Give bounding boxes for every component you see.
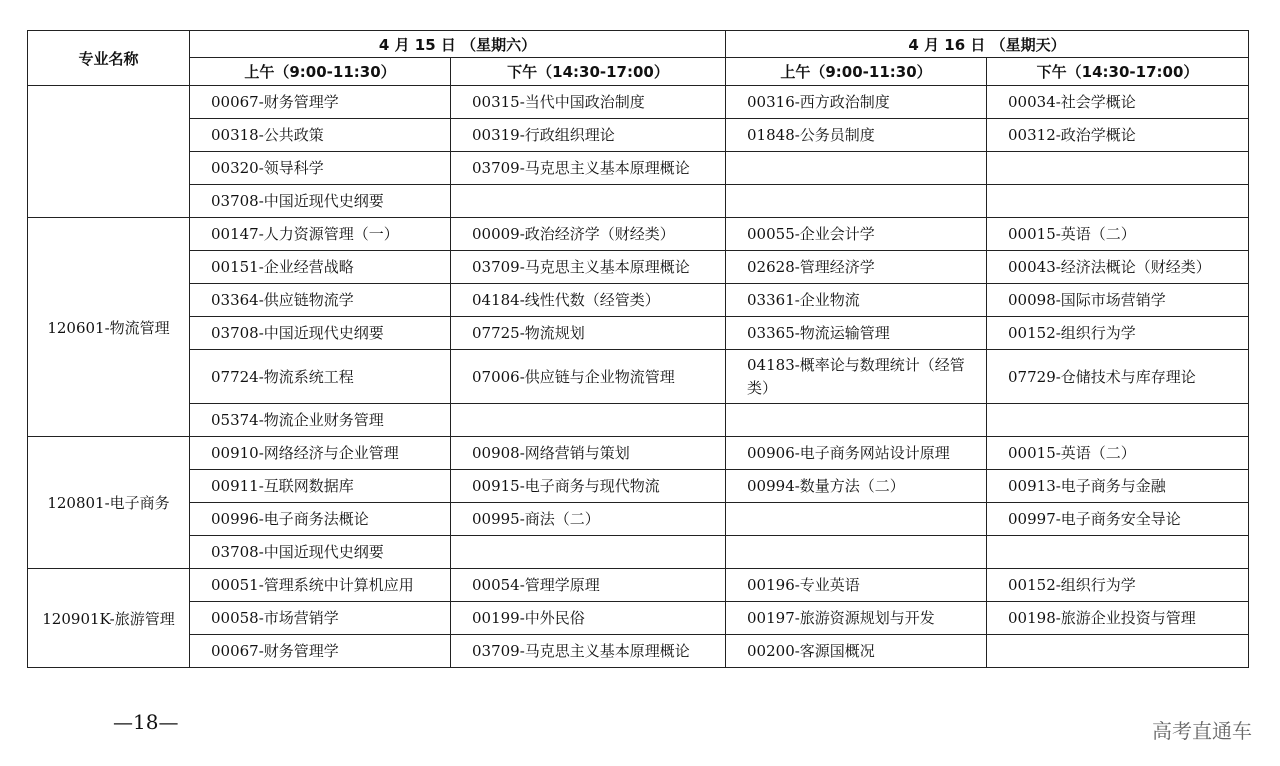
major-cell: 120801-电子商务 [28, 437, 190, 569]
course-cell: 00015-英语（二） [987, 218, 1249, 251]
page-number: —18— [113, 710, 179, 734]
course-cell: 03708-中国近现代史纲要 [190, 317, 451, 350]
course-cell: 05374-物流企业财务管理 [190, 404, 451, 437]
course-cell: 00067-财务管理学 [190, 635, 451, 668]
course-cell [987, 635, 1249, 668]
table-row [28, 185, 1249, 218]
day2-header: 4 月 16 日 （星期天） [726, 31, 1249, 58]
course-cell [726, 185, 987, 218]
course-cell: 00051-管理系统中计算机应用 [190, 569, 451, 602]
day2-pm-header: 下午（14:30-17:00） [987, 58, 1249, 86]
course-cell [987, 404, 1249, 437]
table-row [28, 86, 1249, 119]
table-row [28, 119, 1249, 152]
course-cell: 04183-概率论与数理统计（经管类） [726, 350, 987, 404]
course-cell: 00910-网络经济与企业管理 [190, 437, 451, 470]
course-cell: 00034-社会学概论 [987, 86, 1249, 119]
table-row [28, 350, 1249, 404]
watermark: 高考直通车 [1152, 719, 1252, 743]
day2-am-header: 上午（9:00-11:30） [726, 58, 987, 86]
exam-schedule-table [27, 30, 1249, 668]
course-cell: 00151-企业经营战略 [190, 251, 451, 284]
course-cell: 00915-电子商务与现代物流 [451, 470, 726, 503]
course-cell: 00318-公共政策 [190, 119, 451, 152]
course-cell: 00200-客源国概况 [726, 635, 987, 668]
course-cell: 02628-管理经济学 [726, 251, 987, 284]
course-cell: 03709-马克思主义基本原理概论 [451, 152, 726, 185]
table-row [28, 152, 1249, 185]
course-cell: 00913-电子商务与金融 [987, 470, 1249, 503]
course-cell: 00996-电子商务法概论 [190, 503, 451, 536]
course-cell: 00147-人力资源管理（一） [190, 218, 451, 251]
course-cell: 07724-物流系统工程 [190, 350, 451, 404]
course-cell: 00055-企业会计学 [726, 218, 987, 251]
table-row [28, 503, 1249, 536]
course-cell: 03708-中国近现代史纲要 [190, 536, 451, 569]
course-cell: 04184-线性代数（经管类） [451, 284, 726, 317]
course-cell: 00198-旅游企业投资与管理 [987, 602, 1249, 635]
course-cell [726, 503, 987, 536]
course-cell [451, 536, 726, 569]
course-cell: 07006-供应链与企业物流管理 [451, 350, 726, 404]
table-row [28, 404, 1249, 437]
course-cell [987, 185, 1249, 218]
table-row [28, 635, 1249, 668]
course-cell: 00015-英语（二） [987, 437, 1249, 470]
major-cell [28, 86, 190, 218]
course-cell: 00908-网络营销与策划 [451, 437, 726, 470]
day1-pm-header: 下午（14:30-17:00） [451, 58, 726, 86]
course-cell: 03364-供应链物流学 [190, 284, 451, 317]
course-cell: 03361-企业物流 [726, 284, 987, 317]
course-cell [987, 536, 1249, 569]
course-cell: 03708-中国近现代史纲要 [190, 185, 451, 218]
course-cell [726, 152, 987, 185]
course-cell: 00316-西方政治制度 [726, 86, 987, 119]
course-cell: 00997-电子商务安全导论 [987, 503, 1249, 536]
course-cell: 00315-当代中国政治制度 [451, 86, 726, 119]
course-cell: 00911-互联网数据库 [190, 470, 451, 503]
course-cell: 00058-市场营销学 [190, 602, 451, 635]
course-cell: 03709-马克思主义基本原理概论 [451, 251, 726, 284]
course-cell: 00152-组织行为学 [987, 569, 1249, 602]
course-cell [451, 404, 726, 437]
course-cell: 03365-物流运输管理 [726, 317, 987, 350]
course-cell: 00995-商法（二） [451, 503, 726, 536]
day1-am-header: 上午（9:00-11:30） [190, 58, 451, 86]
course-cell: 00312-政治学概论 [987, 119, 1249, 152]
table-row [28, 218, 1249, 251]
course-cell: 00994-数量方法（二） [726, 470, 987, 503]
table-row [28, 284, 1249, 317]
major-cell: 120901K-旅游管理 [28, 569, 190, 668]
course-cell: 00197-旅游资源规划与开发 [726, 602, 987, 635]
table-row [28, 437, 1249, 470]
course-cell: 00199-中外民俗 [451, 602, 726, 635]
course-cell: 00196-专业英语 [726, 569, 987, 602]
table-row [28, 317, 1249, 350]
major-name-header: 专业名称 [28, 31, 190, 86]
day1-header: 4 月 15 日 （星期六） [190, 31, 726, 58]
course-cell [987, 152, 1249, 185]
course-cell: 00067-财务管理学 [190, 86, 451, 119]
course-cell: 00319-行政组织理论 [451, 119, 726, 152]
major-cell: 120601-物流管理 [28, 218, 190, 437]
table-row [28, 470, 1249, 503]
course-cell: 00906-电子商务网站设计原理 [726, 437, 987, 470]
course-cell: 00098-国际市场营销学 [987, 284, 1249, 317]
course-cell: 00054-管理学原理 [451, 569, 726, 602]
course-cell [726, 404, 987, 437]
table-row [28, 602, 1249, 635]
course-cell [726, 536, 987, 569]
table-row [28, 536, 1249, 569]
course-cell: 00320-领导科学 [190, 152, 451, 185]
course-cell: 00009-政治经济学（财经类） [451, 218, 726, 251]
course-cell: 07729-仓储技术与库存理论 [987, 350, 1249, 404]
course-cell [451, 185, 726, 218]
course-cell: 01848-公务员制度 [726, 119, 987, 152]
course-cell: 03709-马克思主义基本原理概论 [451, 635, 726, 668]
course-cell: 07725-物流规划 [451, 317, 726, 350]
table-row [28, 569, 1249, 602]
table-row [28, 251, 1249, 284]
course-cell: 00043-经济法概论（财经类） [987, 251, 1249, 284]
course-cell: 00152-组织行为学 [987, 317, 1249, 350]
